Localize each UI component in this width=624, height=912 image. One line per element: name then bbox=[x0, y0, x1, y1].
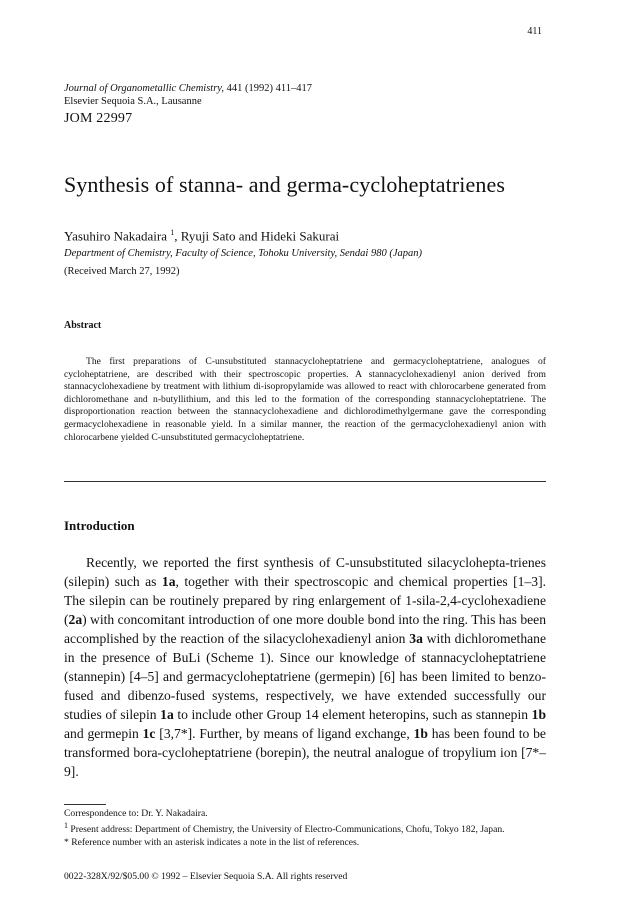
journal-volume: 441 (1992) 411–417 bbox=[224, 83, 313, 94]
journal-name: Journal of Organometallic Chemistry, bbox=[64, 83, 225, 94]
compound-1b-second: 1b bbox=[413, 726, 428, 741]
page-number: 411 bbox=[527, 26, 542, 37]
compound-2a: 2a bbox=[68, 612, 83, 627]
asterisk-note: * Reference number with an asterisk indicates a note in the list of references. bbox=[64, 837, 360, 848]
journal-publisher: Elsevier Sequoia S.A., Lausanne bbox=[64, 96, 202, 107]
intro-text-1: Recently, we reported the first synthesis of C-unsubstituted silacyclohepta-trienes (silepin) such as bbox=[64, 555, 546, 589]
journal-citation bbox=[64, 82, 312, 95]
intro-text-7: [3,7*]. Further, by means of ligand exchange, bbox=[155, 726, 414, 741]
footnotes bbox=[64, 808, 546, 849]
abstract-text: The first preparations of C-unsubstituted stannacycloheptatriene and germacycloheptatriene, analogues of cycloheptatriene, are described with their spectroscopic properties. A stannacyclohexadienyl anion derived from stannacyclohexadiene by treatment with lithium di-isopropylamide was allowed to react with chlorocarbene generated from dichloromethane and n-butyllithium, and this led to the formation of the corresponding stannacycloheptatriene. The disproportionation reaction between the stannacyclohexadiene and dichlorodimethylgermane gave the corresponding germacyclohexadiene in reasonable yield. In a similar manner, the reaction of the germacyclohexadienyl anion with chlorocarbene yielded C-unsubstituted germacycloheptatriene. bbox=[64, 356, 546, 443]
correspondence-note: Correspondence to: Dr. Y. Nakadaira. bbox=[64, 808, 208, 819]
abstract-heading: Abstract bbox=[64, 320, 102, 331]
compound-1a-second: 1a bbox=[160, 707, 174, 722]
address-note-mark: 1 bbox=[64, 821, 68, 831]
compound-1a: 1a bbox=[161, 574, 176, 589]
journal-code: JOM 22997 bbox=[64, 111, 133, 126]
introduction-heading: Introduction bbox=[64, 518, 135, 533]
compound-3a: 3a bbox=[409, 631, 423, 646]
received-date: (Received March 27, 1992) bbox=[64, 266, 180, 277]
footnote-divider bbox=[64, 804, 106, 805]
author-list bbox=[64, 228, 339, 244]
introduction-paragraph bbox=[64, 553, 546, 781]
intro-text-5: to include other Group 14 element heteropins, such as stannepin bbox=[173, 707, 532, 722]
paper-title: Synthesis of stanna- and germa-cycloheptatrienes bbox=[64, 172, 505, 197]
intro-text-6: and germepin bbox=[64, 726, 143, 741]
compound-1c: 1c bbox=[142, 726, 156, 741]
author-footnote-mark: 1 bbox=[170, 228, 175, 237]
address-note bbox=[64, 820, 546, 837]
copyright-line: 0022-328X/92/$05.00 © 1992 – Elsevier Sequoia S.A. All rights reserved bbox=[64, 871, 348, 882]
affiliation: Department of Chemistry, Faculty of Science, Tohoku University, Sendai 980 (Japan) bbox=[64, 248, 423, 259]
intro-text-8: has been found to be transformed bora-cycloheptatriene (borepin), the neutral analogue of tropylium ion [7*–9]. bbox=[64, 726, 546, 779]
intro-text-3: ) with concomitant introduction of one more double bond into the ring. This has been accomplished by the reaction of the silacyclohexadienyl anion bbox=[64, 612, 546, 646]
address-note-text: Present address: Department of Chemistry, the University of Electro-Communications, Chofu, Tokyo 182, Japan. bbox=[68, 824, 505, 836]
author-first: Yasuhiro Nakadaira bbox=[64, 228, 171, 244]
compound-1b: 1b bbox=[531, 707, 546, 722]
abstract-divider bbox=[64, 481, 546, 482]
journal-header bbox=[64, 82, 312, 125]
intro-text-4: with dichloromethane in the presence of BuLi (Scheme 1). Since our knowledge of stannacycloheptatriene (stannepin) [4–5] and germacycloheptatriene (germepin) [6] has been limited to benzo-fused and dibenzo-fused systems, respectively, we have extended successfully our studies of silepin bbox=[64, 631, 546, 722]
author-rest: , Ryuji Sato and Hideki Sakurai bbox=[174, 228, 340, 244]
intro-text-2: , together with their spectroscopic and chemical properties [1–3]. The silepin can be routinely prepared by ring enlargement of 1-sila-2,4-cyclohexadiene ( bbox=[64, 574, 546, 627]
